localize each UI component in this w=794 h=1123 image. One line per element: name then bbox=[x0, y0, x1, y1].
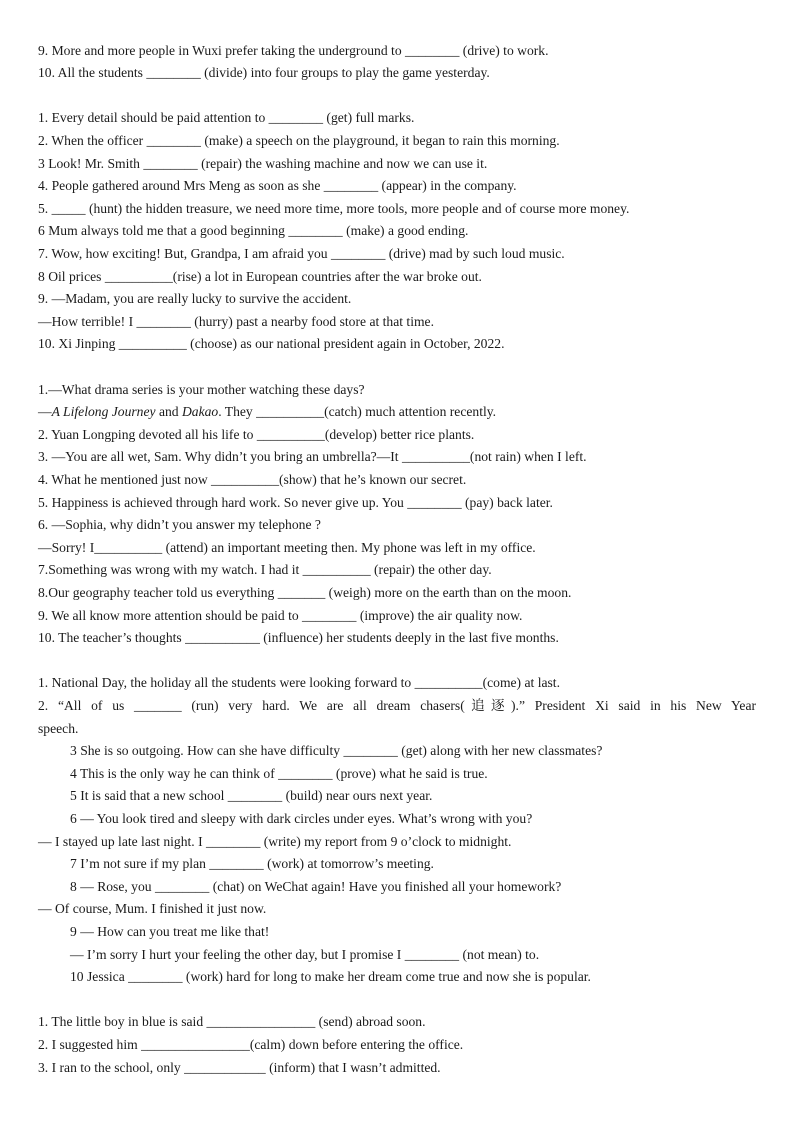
exercise-line: 5. _____ (hunt) the hidden treasure, we need more time, more tools, more people and of course more money. bbox=[38, 200, 630, 216]
exercise-line: 4. People gathered around Mrs Meng as soon as she ________ (appear) in the company. bbox=[38, 178, 517, 194]
exercise-line: — I stayed up late last night. I ________ (write) my report from 9 o’clock to midnight. bbox=[38, 833, 512, 849]
exercise-line: 3. I ran to the school, only ____________ (inform) that I wasn’t admitted. bbox=[38, 1059, 441, 1075]
exercise-line bbox=[38, 401, 756, 424]
exercise-line: 8 — Rose, you ________ (chat) on WeChat again! Have you finished all your homework? bbox=[70, 878, 562, 894]
exercise-line: 1. The little boy in blue is said ________________ (send) abroad soon. bbox=[38, 1014, 426, 1030]
exercise-line: 2. “All of us _______ (run) very hard. We are all dream chasers(追逐).” President Xi said in his New Year bbox=[38, 697, 756, 713]
line-text: . They __________(catch) much attention recently. bbox=[218, 404, 497, 420]
exercise-line: 3. —You are all wet, Sam. Why didn’t you bring an umbrella?—It __________(not rain) when I left. bbox=[38, 449, 587, 465]
exercise-line: 7. Wow, how exciting! But, Grandpa, I am afraid you ________ (drive) mad by such loud music. bbox=[38, 245, 565, 261]
exercise-line: 7 I’m not sure if my plan ________ (work) at tomorrow’s meeting. bbox=[70, 856, 434, 872]
exercise-line: 9. We all know more attention should be paid to ________ (improve) the air quality now. bbox=[38, 607, 523, 623]
line-text: and bbox=[155, 404, 182, 420]
exercise-line: 9. —Madam, you are really lucky to survive the accident. bbox=[38, 291, 352, 307]
exercise-line: 3 She is so outgoing. How can she have difficulty ________ (get) along with her new classmates? bbox=[70, 743, 603, 759]
exercise-line: 4. What he mentioned just now __________(show) that he’s known our secret. bbox=[38, 471, 467, 487]
exercise-line: — Of course, Mum. I finished it just now. bbox=[38, 901, 267, 917]
exercise-line: 1. Every detail should be paid attention to ________ (get) full marks. bbox=[38, 110, 415, 126]
exercise-line: 8 Oil prices __________(rise) a lot in European countries after the war broke out. bbox=[38, 268, 482, 284]
exercise-line: 6. —Sophia, why didn’t you answer my telephone ? bbox=[38, 517, 321, 533]
exercise-line: 3 Look! Mr. Smith ________ (repair) the washing machine and now we can use it. bbox=[38, 155, 488, 171]
exercise-line: speech. bbox=[38, 720, 79, 736]
exercise-line: 2. I suggested him ________________(calm) down before entering the office. bbox=[38, 1036, 464, 1052]
exercise-line: 5. Happiness is achieved through hard work. So never give up. You ________ (pay) back later. bbox=[38, 494, 553, 510]
exercise-line: 10. Xi Jinping __________ (choose) as our national president again in October, 2022. bbox=[38, 336, 505, 352]
exercise-line: — I’m sorry I hurt your feeling the other day, but I promise I ________ (not mean) to. bbox=[70, 946, 540, 962]
line-text: — bbox=[38, 404, 52, 420]
exercise-line: 7.Something was wrong with my watch. I had it __________ (repair) the other day. bbox=[38, 562, 492, 578]
exercise-line: 6 Mum always told me that a good beginning ________ (make) a good ending. bbox=[38, 223, 469, 239]
exercise-line: 10 Jessica ________ (work) hard for long to make her dream come true and now she is popular. bbox=[70, 969, 591, 985]
exercise-line: 1. National Day, the holiday all the students were looking forward to __________(come) at last. bbox=[38, 675, 560, 691]
exercise-line: 2. Yuan Longping devoted all his life to __________(develop) better rice plants. bbox=[38, 426, 475, 442]
exercise-line: —Sorry! I__________ (attend) an important meeting then. My phone was left in my office. bbox=[38, 539, 536, 555]
italic-title: Dakao bbox=[181, 404, 219, 420]
exercise-line: 9. More and more people in Wuxi prefer taking the underground to ________ (drive) to work. bbox=[38, 42, 549, 58]
italic-title: A Lifelong Journey bbox=[51, 404, 156, 420]
exercise-line: 6 — You look tired and sleepy with dark circles under eyes. What’s wrong with you? bbox=[70, 810, 533, 826]
exercise-line: 4 This is the only way he can think of ________ (prove) what he said is true. bbox=[70, 765, 488, 781]
exercise-line: 10. All the students ________ (divide) into four groups to play the game yesterday. bbox=[38, 65, 490, 81]
exercise-line: 1.—What drama series is your mother watching these days? bbox=[38, 381, 365, 397]
exercise-line: 5 It is said that a new school ________ (build) near ours next year. bbox=[70, 788, 433, 804]
exercise-line: —How terrible! I ________ (hurry) past a nearby food store at that time. bbox=[38, 313, 434, 329]
exercise-line: 8.Our geography teacher told us everything _______ (weigh) more on the earth than on the moon. bbox=[38, 584, 572, 600]
exercise-line: 2. When the officer ________ (make) a speech on the playground, it began to rain this morning. bbox=[38, 132, 560, 148]
exercise-line: 9 — How can you treat me like that! bbox=[70, 923, 270, 939]
exercise-line: 10. The teacher’s thoughts ___________ (influence) her students deeply in the last five months. bbox=[38, 630, 559, 646]
